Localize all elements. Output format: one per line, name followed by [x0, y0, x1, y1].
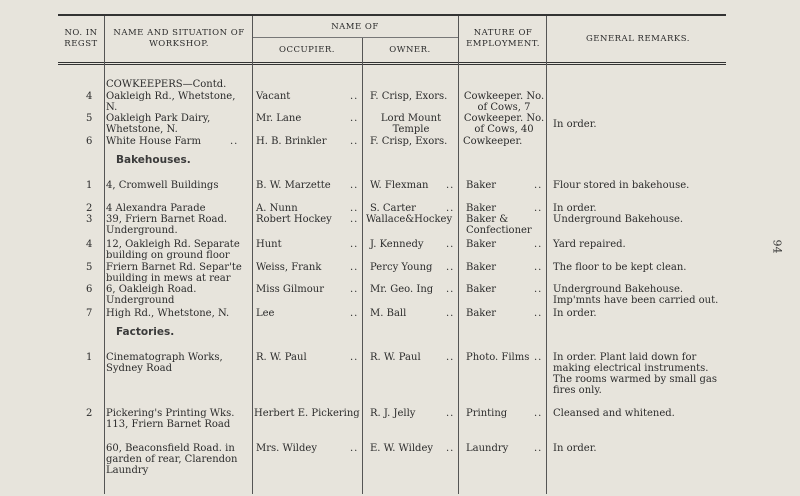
row-remarks: Cleansed and whitened.	[553, 408, 675, 419]
leader-dots: ..	[446, 408, 455, 419]
row-name: Pickering's Printing Wks. 113, Friern Barnet Road	[106, 408, 235, 430]
row-remarks: In order.	[553, 203, 597, 214]
row-name: 12, Oakleigh Rd. Separate building on ground floor	[106, 239, 240, 261]
row-owner: Mr. Geo. Ing	[370, 284, 434, 295]
row-owner: J. Kennedy	[370, 239, 424, 250]
col-divider	[458, 16, 459, 494]
row-name: Cinematograph Works, Sydney Road	[106, 352, 223, 374]
col-divider	[104, 16, 105, 494]
row-nature: Baker & Confectioner	[466, 214, 532, 236]
row-name: Oakleigh Rd., Whetstone, N.	[106, 91, 236, 113]
leader-dots: ..	[534, 308, 543, 319]
row-no: 6	[86, 284, 93, 295]
row-occupier: Miss Gilmour	[256, 284, 324, 295]
row-name: 6, Oakleigh Road. Underground	[106, 284, 197, 306]
leader-dots: ..	[446, 443, 455, 454]
row-owner: M. Ball	[370, 308, 407, 319]
row-remarks: Flour stored in bakehouse.	[553, 180, 690, 191]
row-name: Friern Barnet Rd. Separ'te building in mews at rear	[106, 262, 242, 284]
leader-dots: ..	[534, 180, 543, 191]
row-nature: Baker	[466, 239, 497, 250]
row-nature: Baker	[466, 262, 497, 273]
header-bottom-rule-2	[58, 64, 726, 65]
leader-dots: ..	[350, 113, 359, 124]
leader-dots: ..	[350, 239, 359, 250]
name-of-subrule	[252, 37, 458, 38]
row-no: 1	[86, 352, 93, 363]
row-owner: Lord Mount Temple	[380, 113, 442, 135]
header-owner: OWNER.	[389, 45, 431, 55]
row-occupier: A. Nunn	[256, 203, 298, 214]
header-nature: NATURE OF EMPLOYMENT.	[466, 28, 540, 49]
row-name: 39, Friern Barnet Road. Underground.	[106, 214, 228, 236]
row-no: 4	[86, 239, 93, 250]
row-owner: W. Flexman	[370, 180, 429, 191]
row-owner: E. W. Wildey	[370, 443, 434, 454]
row-nature: Cowkeeper. No. of Cows, 7	[463, 91, 545, 113]
section-factories: Factories.	[116, 326, 175, 338]
leader-dots: ..	[446, 239, 455, 250]
page-number: 94	[770, 239, 784, 254]
row-remarks: In order. Plant laid down for making electrical instruments. The rooms warmed by small gas fires only.	[553, 352, 717, 396]
leader-dots: ..	[446, 308, 455, 319]
row-owner: F. Crisp, Exors.	[370, 136, 448, 147]
row-no: 5	[86, 113, 93, 124]
row-occupier: R. W. Paul	[256, 352, 307, 363]
row-occupier: Herbert E. Pickering	[254, 408, 360, 419]
leader-dots: ..	[534, 408, 543, 419]
row-occupier: Lee	[256, 308, 275, 319]
leader-dots: ..	[350, 262, 359, 273]
col-divider	[546, 16, 547, 494]
row-occupier: Mr. Lane	[256, 113, 302, 124]
row-remarks: In order.	[553, 443, 597, 454]
row-owner: Wallace&Hockey	[366, 214, 453, 225]
leader-dots: ..	[350, 284, 359, 295]
leader-dots: ..	[350, 180, 359, 191]
section-cowkeepers: COWKEEPERS—Contd.	[106, 79, 227, 90]
section-bakehouses: Bakehouses.	[116, 154, 191, 166]
row-name: 4 Alexandra Parade	[106, 203, 206, 214]
leader-dots: ..	[534, 203, 543, 214]
leader-dots: ..	[230, 136, 239, 147]
row-owner: Percy Young	[370, 262, 433, 273]
row-remarks: The floor to be kept clean.	[553, 262, 687, 273]
leader-dots: ..	[350, 91, 359, 102]
header-no: NO. IN REGST	[64, 28, 98, 49]
row-remarks: In order.	[553, 119, 597, 130]
leader-dots: ..	[350, 352, 359, 363]
row-name: Oakleigh Park Dairy, Whetstone, N.	[106, 113, 211, 135]
header-name-situation: NAME AND SITUATION OF WORKSHOP.	[113, 28, 245, 49]
row-occupier: Robert Hockey	[256, 214, 332, 225]
row-nature: Photo. Films	[466, 352, 530, 363]
row-no: 1	[86, 180, 93, 191]
header-remarks: GENERAL REMARKS.	[586, 34, 690, 44]
row-occupier: Hunt	[256, 239, 282, 250]
row-nature: Laundry	[466, 443, 509, 454]
row-nature: Printing	[466, 408, 508, 419]
header-bottom-rule	[58, 62, 726, 63]
row-occupier: Vacant	[256, 91, 291, 102]
leader-dots: ..	[534, 262, 543, 273]
row-remarks: Underground Bakehouse. Imp'mnts have been carried out.	[553, 284, 719, 306]
col-divider	[252, 16, 253, 494]
row-no: 2	[86, 203, 93, 214]
row-owner: F. Crisp, Exors.	[370, 91, 448, 102]
col-divider	[362, 38, 363, 494]
leader-dots: ..	[350, 443, 359, 454]
row-nature: Baker	[466, 308, 497, 319]
top-rule	[58, 14, 726, 16]
leader-dots: ..	[534, 239, 543, 250]
row-nature: Baker	[466, 284, 497, 295]
leader-dots: ..	[534, 443, 543, 454]
row-no: 4	[86, 91, 93, 102]
row-owner: S. Carter	[370, 203, 416, 214]
leader-dots: ..	[350, 214, 359, 225]
leader-dots: ..	[534, 284, 543, 295]
row-name: 60, Beaconsfield Road. in garden of rear, Clarendon Laundry	[106, 443, 238, 476]
header-occupier: OCCUPIER.	[278, 45, 336, 55]
row-nature: Baker	[466, 203, 497, 214]
leader-dots: ..	[446, 352, 455, 363]
row-occupier: Mrs. Wildey	[256, 443, 317, 454]
row-name: 4, Cromwell Buildings	[106, 180, 219, 191]
row-nature: Cowkeeper.	[463, 136, 523, 147]
row-name: High Rd., Whetstone, N.	[106, 308, 230, 319]
row-no: 6	[86, 136, 93, 147]
leader-dots: ..	[350, 308, 359, 319]
row-occupier: Weiss, Frank	[256, 262, 322, 273]
row-nature: Baker	[466, 180, 497, 191]
row-no: 5	[86, 262, 93, 273]
row-no: 7	[86, 308, 93, 319]
row-occupier: H. B. Brinkler	[256, 136, 327, 147]
row-occupier: B. W. Marzette	[256, 180, 331, 191]
row-remarks: In order.	[553, 308, 597, 319]
row-no: 3	[86, 214, 93, 225]
leader-dots: ..	[350, 136, 359, 147]
row-remarks: Yard repaired.	[553, 239, 626, 250]
row-nature: Cowkeeper. No. of Cows, 40	[463, 113, 545, 135]
header-name-of: NAME OF	[331, 22, 379, 32]
row-name: White House Farm	[106, 136, 201, 147]
row-owner: R. W. Paul	[370, 352, 421, 363]
leader-dots: ..	[446, 203, 455, 214]
leader-dots: ..	[446, 284, 455, 295]
leader-dots: ..	[446, 180, 455, 191]
leader-dots: ..	[446, 262, 455, 273]
row-owner: R. J. Jelly	[370, 408, 416, 419]
leader-dots: ..	[350, 203, 359, 214]
row-no: 2	[86, 408, 93, 419]
leader-dots: ..	[534, 352, 543, 363]
row-remarks: Underground Bakehouse.	[553, 214, 684, 225]
